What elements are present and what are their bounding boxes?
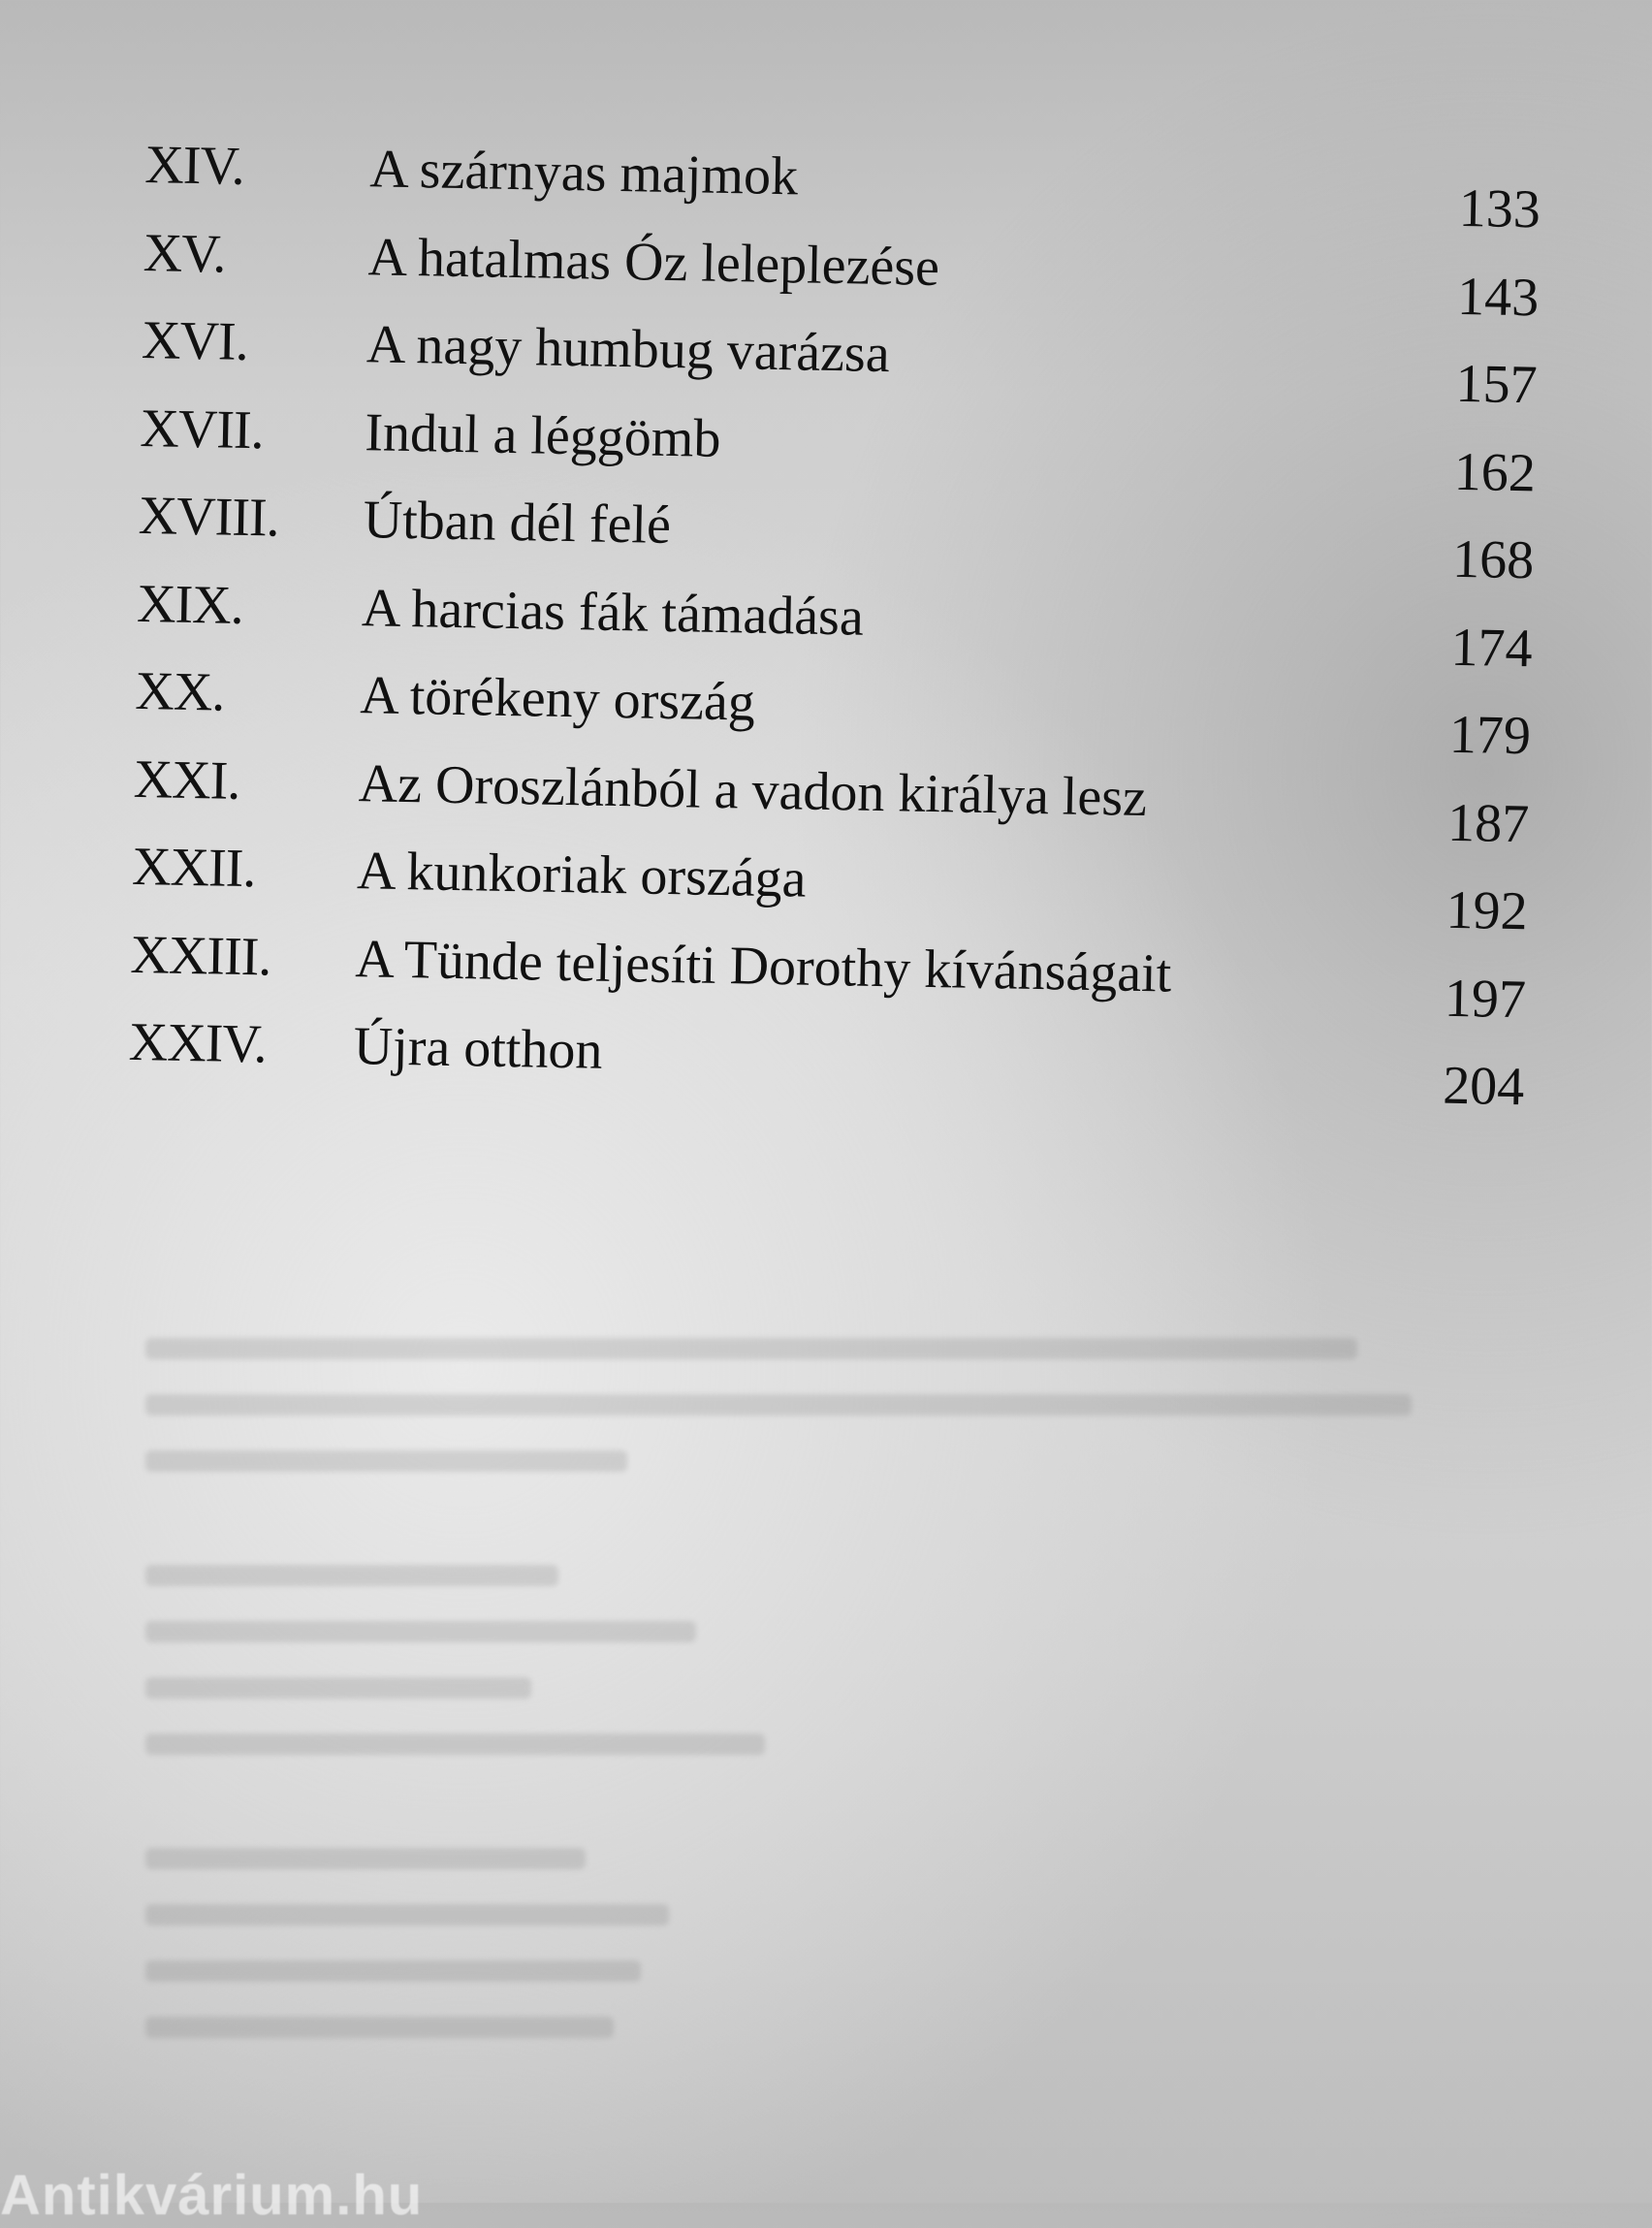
show-through-text: [145, 1338, 1522, 2075]
page-number: 157: [1454, 353, 1539, 416]
page-number: 192: [1446, 879, 1529, 942]
chapter-title: A nagy humbug varázsa: [365, 314, 891, 385]
watermark: Antikvárium.hu: [0, 2164, 424, 2227]
chapter-number: XX.: [134, 660, 225, 723]
chapter-number: XV.: [143, 222, 227, 285]
chapter-title: Útban dél felé: [363, 490, 672, 556]
chapter-number: XVIII.: [138, 485, 280, 549]
page-number: 187: [1446, 792, 1530, 854]
chapter-number: XXIII.: [129, 924, 271, 988]
chapter-title: Indul a léggömb: [364, 401, 721, 469]
page-number: 133: [1458, 177, 1541, 240]
chapter-number: XIX.: [136, 573, 244, 636]
chapter-number: XIV.: [143, 135, 245, 197]
chapter-number: XXIV.: [128, 1011, 268, 1075]
page-number: 197: [1444, 968, 1527, 1030]
chapter-title: A harcias fák támadása: [361, 577, 865, 648]
chapter-title: Újra otthon: [353, 1016, 603, 1081]
chapter-title: A kunkoriak országa: [356, 841, 808, 909]
page-number: 204: [1442, 1055, 1525, 1118]
chapter-number: XVII.: [139, 398, 265, 461]
page-number: 143: [1456, 266, 1540, 328]
page-number: 179: [1448, 704, 1532, 767]
page-number: 168: [1451, 528, 1535, 591]
table-of-contents: [128, 136, 1541, 1127]
page-number: 174: [1449, 617, 1534, 679]
chapter-title: A törékeny ország: [359, 665, 756, 733]
chapter-title: A szárnyas majmok: [368, 139, 799, 207]
page-number: 162: [1453, 441, 1537, 503]
chapter-number: XVI.: [141, 309, 249, 372]
chapter-title: Az Oroszlánból a vadon királya lesz: [358, 752, 1148, 828]
chapter-title: A Tünde teljesíti Dorothy kívánságait: [354, 928, 1172, 1004]
chapter-number: XXII.: [131, 836, 256, 900]
chapter-number: XXI.: [133, 748, 240, 812]
chapter-title: A hatalmas Óz leleplezése: [367, 226, 940, 298]
